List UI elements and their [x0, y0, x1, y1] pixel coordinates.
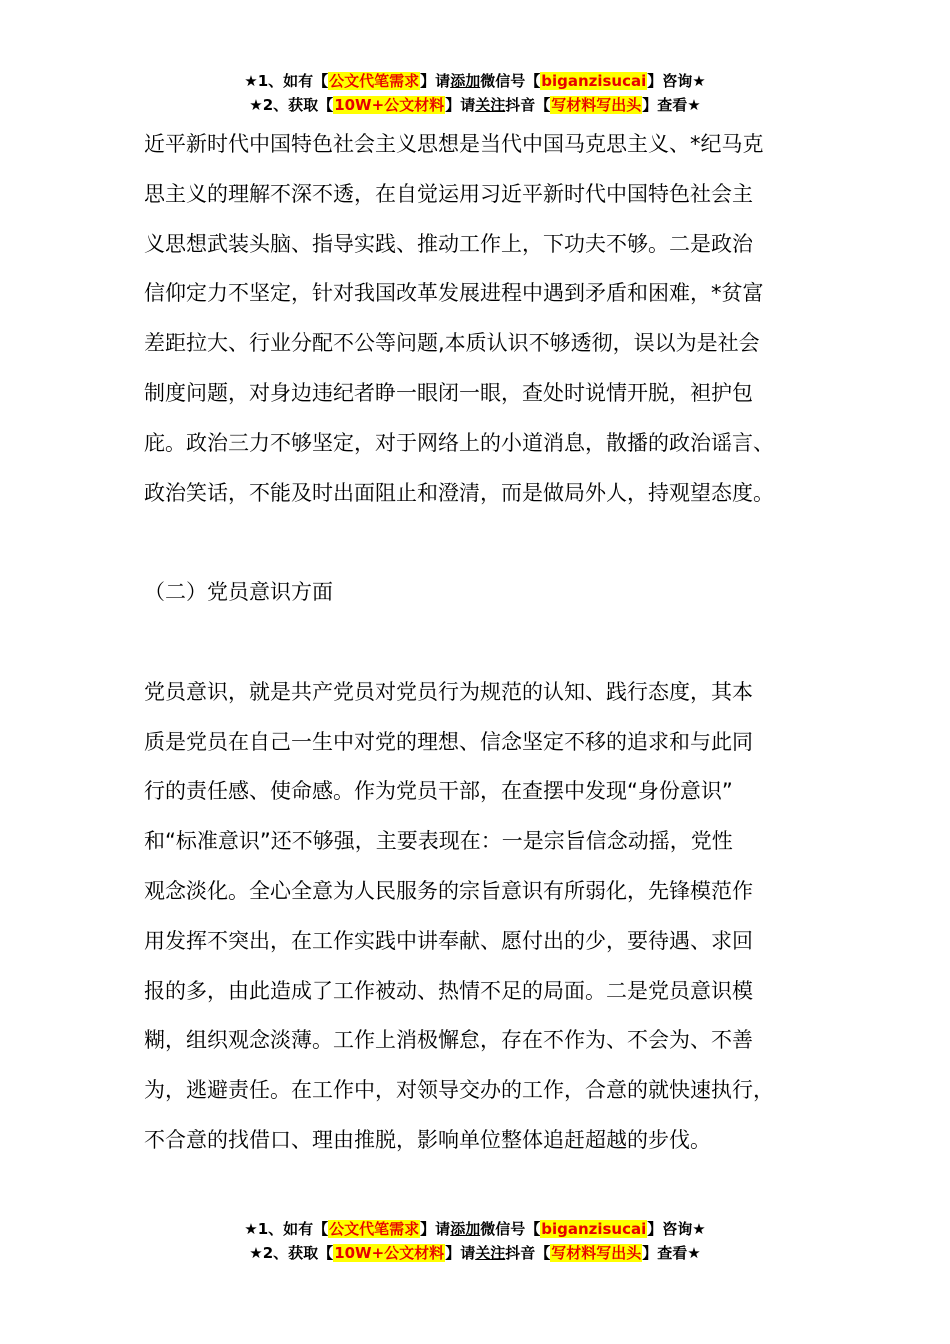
header-line2-middle2: 抖音【: [505, 96, 551, 114]
section-line: 党员意识，就是共产党员对党员行为规范的认知、践行态度，其本: [144, 679, 753, 704]
section-line: 用发挥不突出，在工作实践中讲奉献、愿付出的少，要待遇、求回: [144, 928, 753, 953]
footer-line1-suffix: 】咨询★: [647, 1220, 706, 1238]
footer-line2-suffix: 】查看★: [642, 1244, 701, 1262]
header-ghostwriting-highlight: 公文代笔需求: [329, 72, 420, 90]
header-banner: [0, 69, 950, 117]
section-line: 不合意的找借口、理由推脱，影响单位整体追赶超越的步伐。: [144, 1127, 711, 1152]
footer-follow-underlined: 关注: [475, 1244, 506, 1262]
paragraph-spacer: [144, 618, 834, 668]
header-wechat-id-highlight: biganzisucai: [541, 72, 647, 90]
footer-douyin-id-highlight: 写材料写出头: [551, 1244, 642, 1262]
header-line2-prefix: ★2、获取【: [249, 96, 334, 114]
body-line: 信仰定力不坚定，针对我国改革发展进程中遇到矛盾和困难，*贫富: [144, 281, 764, 306]
header-line2-suffix: 】查看★: [642, 96, 701, 114]
footer-line-materials: [0, 1241, 950, 1265]
header-add-underlined: 添加: [450, 72, 481, 90]
section-line: 行的责任感、使命感。作为党员干部，在查摆中发现“身份意识”: [144, 779, 733, 804]
header-line1-prefix: ★1、如有【: [244, 72, 329, 90]
section-line: 报的多，由此造成了工作被动、热情不足的局面。二是党员意识模: [144, 978, 753, 1003]
footer-line1-middle1: 】请: [420, 1220, 451, 1238]
header-line1-middle2: 微信号【: [480, 72, 541, 90]
section-line: 和“标准意识”还不够强，主要表现在：一是宗旨信念动摇，党性: [144, 829, 733, 854]
body-line: 思主义的理解不深不透，在自觉运用习近平新时代中国特色社会主: [144, 181, 753, 206]
footer-line1-middle2: 微信号【: [480, 1220, 541, 1238]
footer-line-consult: [0, 1217, 950, 1241]
body-line: 庇。政治三力不够坚定，对于网络上的小道消息，散播的政治谣言、: [144, 430, 774, 455]
header-materials-highlight: 10W+公文材料: [334, 96, 445, 114]
section-heading: （二）党员意识方面: [144, 580, 333, 605]
footer-add-underlined: 添加: [450, 1220, 481, 1238]
document-body: [144, 120, 834, 1166]
section-line: 观念淡化。全心全意为人民服务的宗旨意识有所弱化，先锋模范作: [144, 878, 753, 903]
body-line: 政治笑话，不能及时出面阻止和澄清，而是做局外人，持观望态度。: [144, 480, 774, 505]
body-line: 制度问题，对身边违纪者睁一眼闭一眼，查处时说情开脱，袒护包: [144, 380, 753, 405]
header-line1-middle1: 】请: [420, 72, 451, 90]
header-line2-middle1: 】请: [445, 96, 476, 114]
header-douyin-id-highlight: 写材料写出头: [551, 96, 642, 114]
paragraph-spacer: [144, 518, 834, 568]
body-line: 义思想武装头脑、指导实践、推动工作上，下功夫不够。二是政治: [144, 231, 753, 256]
header-line-materials: [0, 93, 950, 117]
footer-ghostwriting-highlight: 公文代笔需求: [329, 1220, 420, 1238]
footer-line2-prefix: ★2、获取【: [249, 1244, 334, 1262]
header-line1-suffix: 】咨询★: [647, 72, 706, 90]
section-line: 为，逃避责任。在工作中，对领导交办的工作，合意的就快速执行，: [144, 1078, 774, 1103]
footer-line1-prefix: ★1、如有【: [244, 1220, 329, 1238]
footer-line2-middle1: 】请: [445, 1244, 476, 1262]
body-line: 近平新时代中国特色社会主义思想是当代中国马克思主义、*纪马克: [144, 132, 764, 156]
footer-wechat-id-highlight: biganzisucai: [541, 1220, 647, 1238]
footer-materials-highlight: 10W+公文材料: [334, 1244, 445, 1262]
section-line: 质是党员在自己一生中对党的理想、信念坚定不移的追求和与此同: [144, 729, 753, 754]
header-line-consult: [0, 69, 950, 93]
footer-banner: [0, 1217, 950, 1265]
section-line: 糊，组织观念淡薄。工作上消极懈怠，存在不作为、不会为、不善: [144, 1028, 753, 1053]
body-line: 差距拉大、行业分配不公等问题,本质认识不够透彻，误以为是社会: [144, 331, 760, 356]
footer-line2-middle2: 抖音【: [505, 1244, 551, 1262]
header-follow-underlined: 关注: [475, 96, 506, 114]
